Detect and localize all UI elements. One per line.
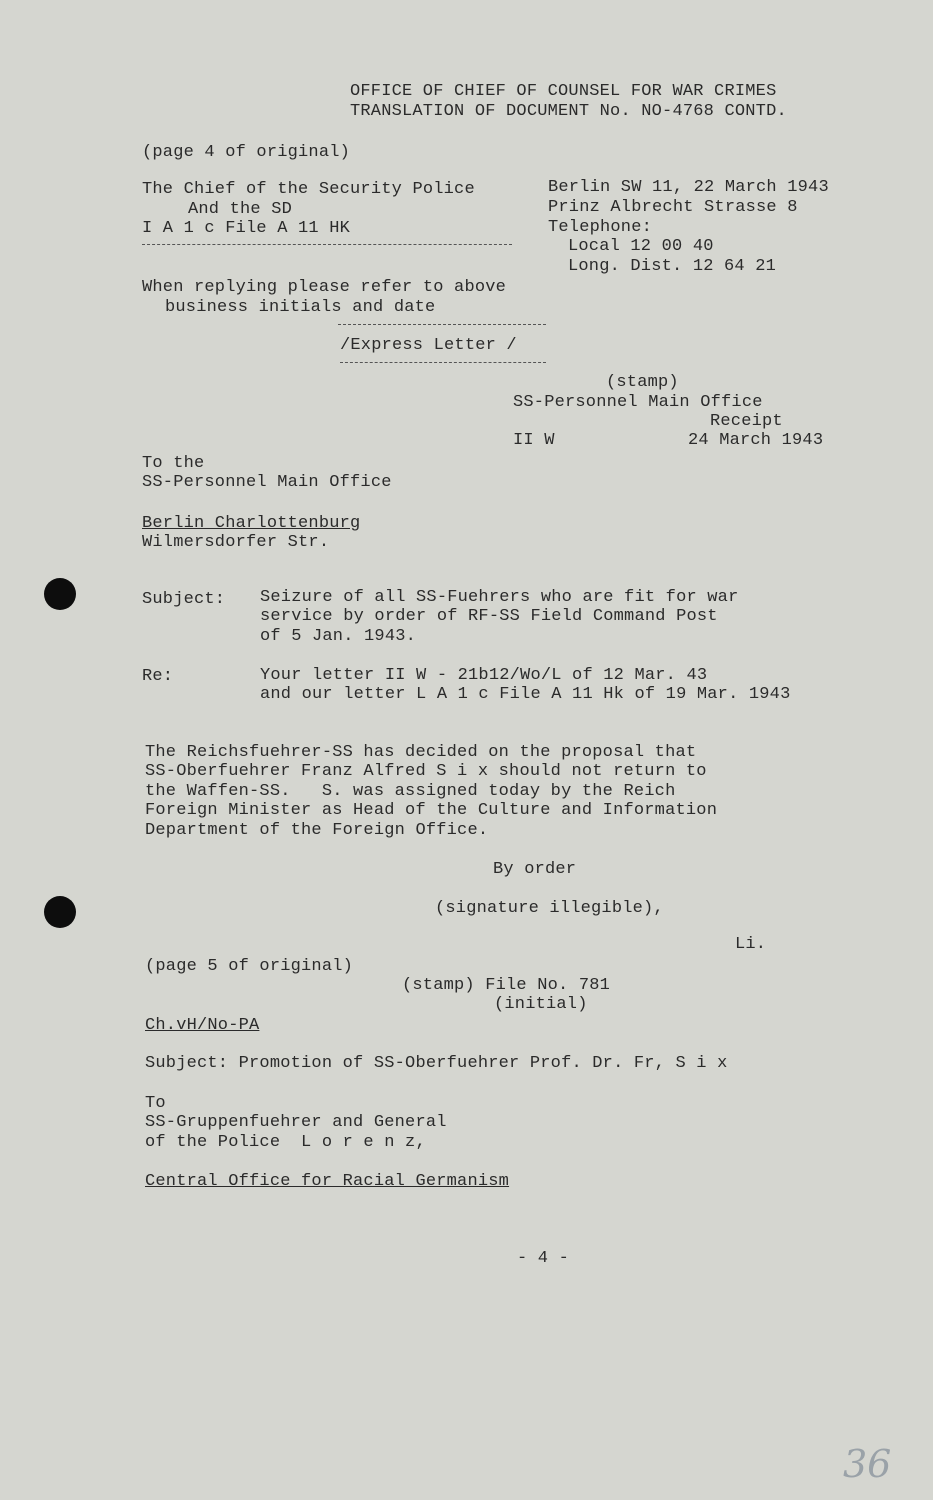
signature: (signature illegible), <box>435 899 664 918</box>
sender-divider <box>142 244 512 245</box>
stamp1-line-4b: 24 March 1943 <box>688 431 824 450</box>
punch-hole-bottom <box>44 896 76 928</box>
express-letter: /Express Letter / <box>340 336 517 355</box>
sender-line-2: And the SD <box>188 200 293 219</box>
page-ref-4: (page 4 of original) <box>142 143 351 162</box>
sender-line-1: The Chief of the Security Police <box>142 180 475 199</box>
to2-line-1: To <box>145 1094 166 1113</box>
express-divider-top <box>338 324 546 325</box>
recipient-line-2: SS-Personnel Main Office <box>142 473 392 492</box>
pencil-folio-number: 36 <box>843 1442 892 1486</box>
express-divider-bottom <box>340 362 546 363</box>
re-line-2: and our letter L A 1 c File A 11 Hk of 19 Mar. 1943 <box>260 685 791 704</box>
page-number: - 4 - <box>517 1249 570 1268</box>
body-line-3: the Waffen-SS. S. was assigned today by the Reich <box>145 782 676 801</box>
stamp2-line-1: (stamp) File No. 781 <box>402 976 611 995</box>
body-line-1: The Reichsfuehrer-SS has decided on the proposal that <box>145 743 697 762</box>
address-line-1: Berlin SW 11, 22 March 1943 <box>548 178 829 197</box>
address-line-2: Prinz Albrecht Strasse 8 <box>548 198 798 217</box>
sender-line-3: I A 1 c File A 11 HK <box>142 219 351 238</box>
reply-note-line-1: When replying please refer to above <box>142 278 507 297</box>
li-initial: Li. <box>735 935 767 954</box>
body-line-5: Department of the Foreign Office. <box>145 821 489 840</box>
body-line-4: Foreign Minister as Head of the Culture and Information <box>145 801 718 820</box>
recipient-line-3: Berlin Charlottenburg <box>142 514 361 533</box>
address-line-4: Local 12 00 40 <box>568 237 714 256</box>
stamp1-line-1: (stamp) <box>606 373 679 392</box>
address-line-5: Long. Dist. 12 64 21 <box>568 257 777 276</box>
subject2: Subject: Promotion of SS-Oberfuehrer Prof. Dr. Fr, S i x <box>145 1054 728 1073</box>
subject1-line-2: service by order of RF-SS Field Command Post <box>260 607 718 626</box>
header-line-2: TRANSLATION OF DOCUMENT No. NO-4768 CONTD. <box>350 102 787 121</box>
subject1-line-1: Seizure of all SS-Fuehrers who are fit for war <box>260 588 739 607</box>
stamp2-line-2: (initial) <box>494 995 588 1014</box>
stamp1-line-4a: II W <box>513 431 555 450</box>
reply-note-line-2: business initials and date <box>165 298 436 317</box>
to2-line-2: SS-Gruppenfuehrer and General <box>145 1113 447 1132</box>
re-label: Re: <box>142 667 174 686</box>
re-line-1: Your letter II W - 21b12/Wo/L of 12 Mar. 43 <box>260 666 708 685</box>
punch-hole-top <box>44 578 76 610</box>
central-office: Central Office for Racial Germanism <box>145 1172 510 1191</box>
reference-initials: Ch.vH/No-PA <box>145 1016 260 1035</box>
by-order: By order <box>493 860 577 879</box>
body-line-2: SS-Oberfuehrer Franz Alfred S i x should not return to <box>145 762 707 781</box>
recipient-line-1: To the <box>142 454 205 473</box>
stamp1-line-2: SS-Personnel Main Office <box>513 393 763 412</box>
recipient-line-4: Wilmersdorfer Str. <box>142 533 330 552</box>
subject1-label: Subject: <box>142 590 226 609</box>
to2-line-3: of the Police L o r e n z, <box>145 1133 426 1152</box>
page-ref-5: (page 5 of original) <box>145 957 354 976</box>
address-line-3: Telephone: <box>548 218 653 237</box>
header-line-1: OFFICE OF CHIEF OF COUNSEL FOR WAR CRIMES <box>350 82 777 101</box>
subject1-line-3: of 5 Jan. 1943. <box>260 627 417 646</box>
stamp1-line-3: Receipt <box>710 412 783 431</box>
